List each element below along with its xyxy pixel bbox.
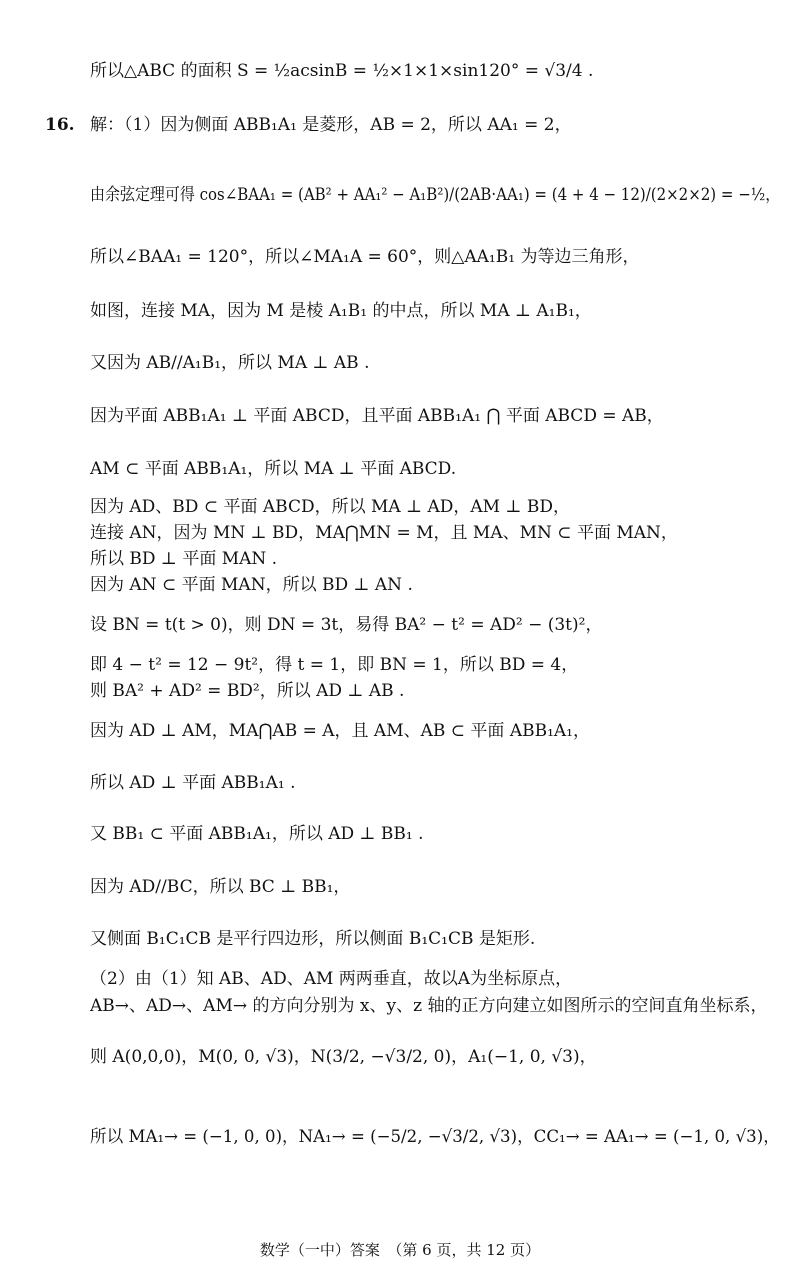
- text-line-6: 因为平面 ABB₁A₁ ⊥ 平面 ABCD，且平面 ABB₁A₁ ⋂ 平面 ABCD = AB，: [90, 406, 664, 426]
- text-line-8: 因为 AD、BD ⊂ 平面 ABCD，所以 MA ⊥ AD，AM ⊥ BD，: [90, 497, 571, 517]
- text-line-12: 设 BN = t(t > 0)，则 DN = 3t，易得 BA² − t² = AD² − (3t)²，: [90, 615, 603, 635]
- text-line-13: 即 4 − t² = 12 − 9t²，得 t = 1，即 BN = 1，所以 BD = 4，: [90, 655, 579, 675]
- text-line-2: 由余弦定理可得 cos∠BAA₁ = (AB² + AA₁² − A₁B²)/(2AB·AA₁) = (4 + 4 − 12)/(2×2×2) = −½，: [90, 185, 781, 205]
- text-line-5: 又因为 AB//A₁B₁，所以 MA ⊥ AB .: [90, 353, 370, 373]
- text-line-22: 则 A(0,0,0)，M(0, 0, √3)，N(3/2, −√3/2, 0)，A₁(−1, 0, √3)，: [90, 1047, 597, 1067]
- text-line-14: 则 BA² + AD² = BD²，所以 AD ⊥ AB .: [90, 681, 405, 701]
- text-line-15: 因为 AD ⊥ AM，MA⋂AB = A，且 AM、AB ⊂ 平面 ABB₁A₁，: [90, 721, 590, 741]
- text-line-19: 又侧面 B₁C₁CB 是平行四边形，所以侧面 B₁C₁CB 是矩形.: [90, 929, 536, 949]
- problem-number: 16.: [45, 115, 75, 135]
- text-line-0: 所以△ABC 的面积 S = ½acsinB = ½×1×1×sin120° = √3/4 .: [90, 61, 594, 81]
- text-line-20: （2）由（1）知 AB、AD、AM 两两垂直，故以A为坐标原点，: [90, 969, 573, 989]
- text-line-17: 又 BB₁ ⊂ 平面 ABB₁A₁，所以 AD ⊥ BB₁ .: [90, 824, 424, 844]
- text-line-1: 解：（1）因为侧面 ABB₁A₁ 是菱形，AB = 2，所以 AA₁ = 2，: [90, 115, 572, 135]
- text-line-16: 所以 AD ⊥ 平面 ABB₁A₁ .: [90, 773, 296, 793]
- text-line-21: AB→、AD→、AM→ 的方向分别为 x、y、z 轴的正方向建立如图所示的空间直角坐标系，: [90, 996, 768, 1016]
- text-line-3: 所以∠BAA₁ = 120°，所以∠MA₁A = 60°，则△AA₁B₁ 为等边三角形，: [90, 247, 640, 267]
- text-line-9: 连接 AN，因为 MN ⊥ BD，MA⋂MN = M，且 MA、MN ⊂ 平面 MAN，: [90, 523, 678, 543]
- text-line-18: 因为 AD//BC，所以 BC ⊥ BB₁，: [90, 877, 351, 897]
- text-line-23: 所以 MA₁→ = (−1, 0, 0)，NA₁→ = (−5/2, −√3/2, √3)，CC₁→ = AA₁→ = (−1, 0, √3)，: [90, 1127, 780, 1147]
- text-line-10: 所以 BD ⊥ 平面 MAN .: [90, 549, 278, 569]
- page-footer: 数学（一中）答案 （第 6 页，共 12 页）: [259, 1241, 541, 1259]
- text-line-7: AM ⊂ 平面 ABB₁A₁，所以 MA ⊥ 平面 ABCD.: [90, 459, 457, 479]
- text-line-4: 如图，连接 MA，因为 M 是棱 A₁B₁ 的中点，所以 MA ⊥ A₁B₁，: [90, 301, 592, 321]
- text-line-11: 因为 AN ⊂ 平面 MAN，所以 BD ⊥ AN .: [90, 575, 413, 595]
